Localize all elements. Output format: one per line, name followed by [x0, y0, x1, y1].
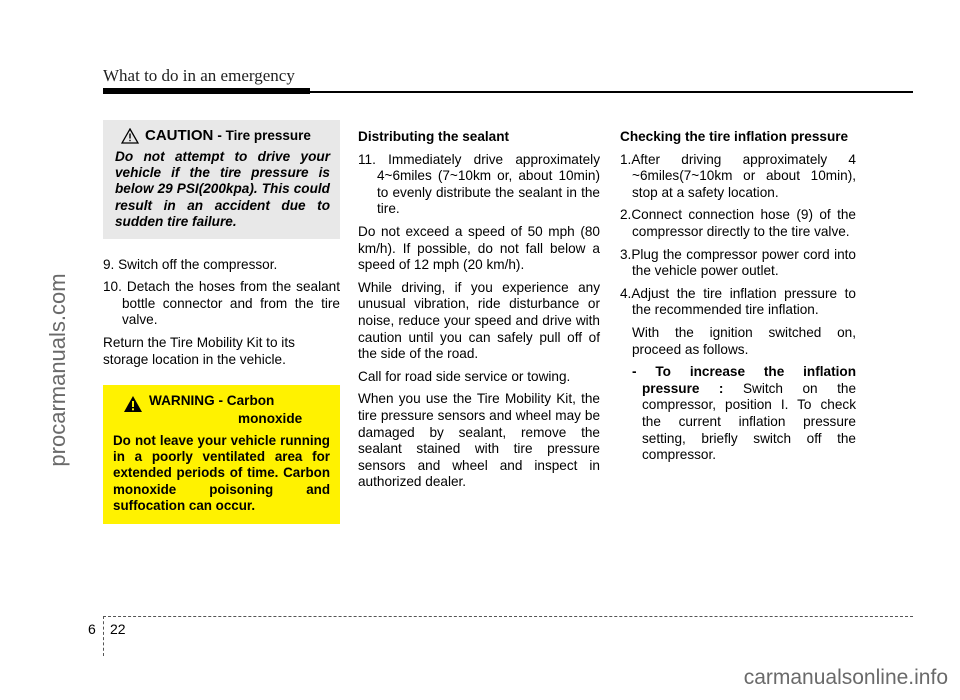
caution-header [115, 128, 330, 145]
increase-pressure-label: - To increase the inflation pressure : [632, 364, 856, 396]
caution-triangle-icon [121, 128, 139, 144]
section-heading-checking: Checking the tire inflation pressure [620, 129, 849, 144]
step-9: 9. Switch off the compressor. [103, 256, 278, 272]
warning-triangle-icon [123, 395, 143, 413]
warning-header [113, 393, 330, 413]
warning-label-main: WARNING - Carbon [149, 393, 275, 408]
column-3 [620, 129, 856, 470]
page-number: 22 [110, 621, 126, 637]
step-4: 4.Adjust the tire inflation pressure to the recommended tire inflation. [620, 285, 856, 318]
side-watermark: procarmanuals.com [45, 273, 70, 467]
warning-label-sub: monoxide [238, 411, 303, 426]
speed-paragraph: Do not exceed a speed of 50 mph (80 km/h). If possible, do not fall below a speed of 12 mph (20 km/h). [358, 223, 600, 273]
header-rule [103, 91, 913, 93]
increase-pressure-text: Switch on the compressor, position I. To check the current inflation pressure setting, briefly switch off the compressor. [642, 380, 856, 463]
warning-box [103, 385, 340, 524]
step-1: 1.After driving approximately 4 ~6miles(7~10km or about 10min), stop at a safety location. [620, 151, 856, 200]
warning-label [149, 393, 274, 409]
caution-label: CAUTION [145, 127, 214, 144]
step-4-continued: With the ignition switched on, proceed as follows. [632, 324, 856, 357]
footer-divider [103, 616, 104, 656]
column-2 [358, 129, 600, 497]
step-10: 10. Detach the hoses from the sealant bottle connector and from the tire valve. [103, 279, 340, 328]
section-heading-distributing: Distributing the sealant [358, 129, 510, 144]
return-text: Return the Tire Mobility Kit to its storage location in the vehicle. [103, 335, 295, 367]
warning-text: Do not leave your vehicle running in a poorly ventilated area for extended periods of time. Carbon monoxide poisoning and suffocation can occur. [113, 433, 330, 513]
page-header-title: What to do in an emergency [103, 66, 295, 85]
sensor-paragraph: When you use the Tire Mobility Kit, the tire pressure sensors and wheel may be damaged by sealant, remove the sealant stained with tire pressure sensors and wheel and inspect in authorized dealer. [358, 391, 600, 490]
caution-text: Do not attempt to drive your vehicle if the tire pressure is below 29 PSI(200kpa). This could result in an accident due to sudden tire failure. [115, 148, 330, 230]
chapter-number: 6 [88, 621, 96, 637]
footer-rule [103, 616, 913, 617]
caution-box [103, 120, 340, 239]
increase-pressure-item [620, 364, 856, 464]
caution-subtitle: - Tire pressure [217, 128, 311, 143]
bottom-watermark: carmanualsonline.info [743, 666, 948, 689]
column-1 [103, 120, 340, 374]
vibration-paragraph: While driving, if you experience any unusual vibration, ride disturbance or noise, reduce your speed and drive with caution until you can safely pull off of the side of the road. [358, 279, 600, 362]
step-3: 3.Plug the compressor power cord into the vehicle power outlet. [620, 246, 856, 279]
step-11: 11. Immediately drive approximately 4~6miles (7~10km or, about 10min) to evenly distribute the sealant in the tire. [358, 151, 600, 217]
service-paragraph: Call for road side service or towing. [358, 368, 571, 384]
step-2: 2.Connect connection hose (9) of the compressor directly to the tire valve. [620, 207, 856, 239]
